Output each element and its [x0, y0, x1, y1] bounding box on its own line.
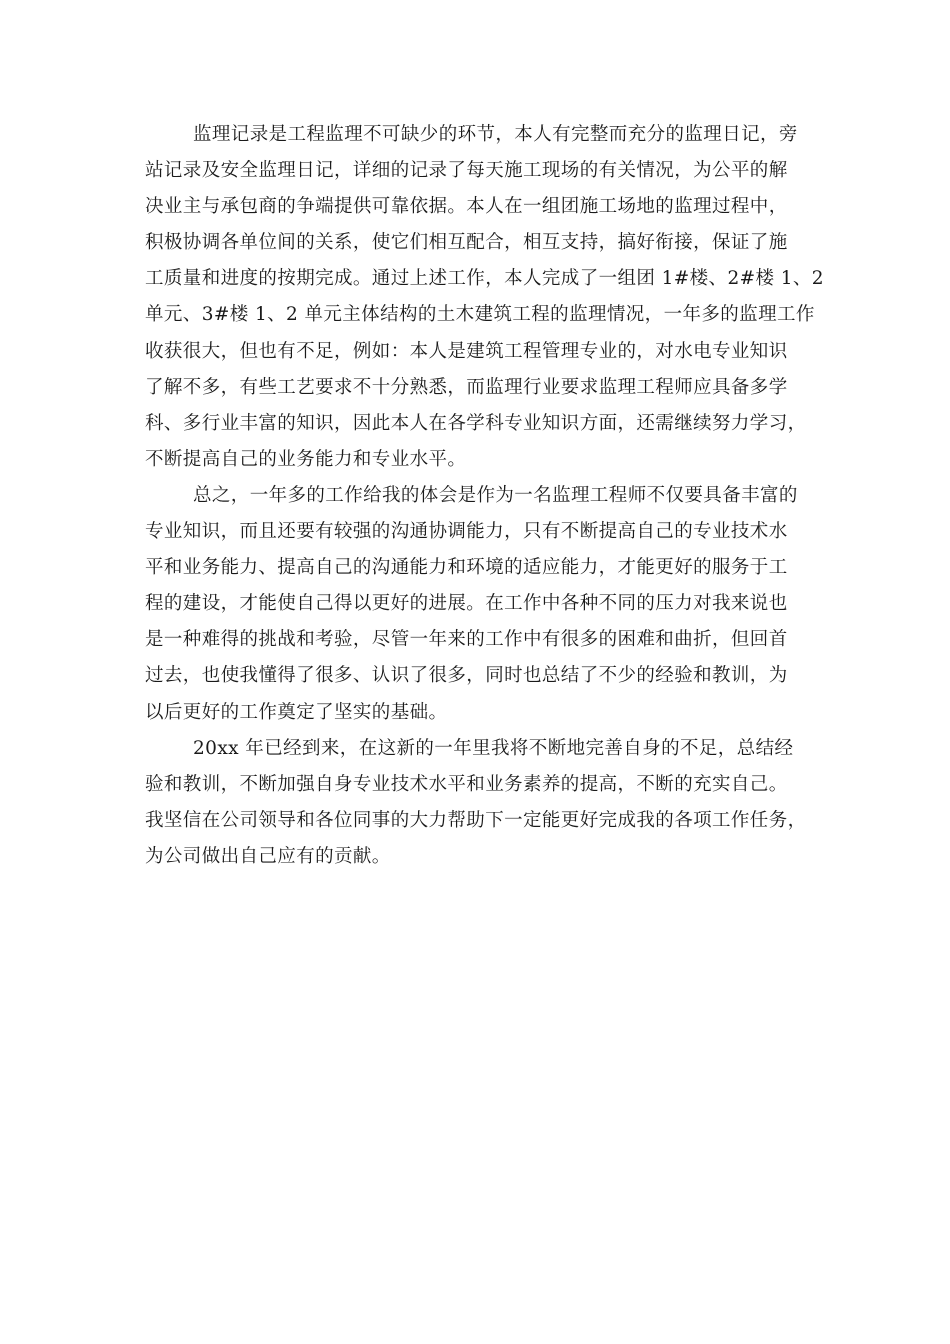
paragraph-supervision-records — [145, 117, 824, 478]
paragraph-summary — [145, 478, 805, 731]
paragraph-line: 不断提高自己的业务能力和专业水平。 — [145, 448, 467, 470]
paragraph-line: 以后更好的工作奠定了坚实的基础。 — [145, 701, 448, 723]
paragraph-line: 监理记录是工程监理不可缺少的环节，本人有完整而充分的监理日记，旁 — [193, 124, 798, 145]
paragraph-line: 是一种难得的挑战和考验，尽管一年来的工作中有很多的困难和曲折，但回首 — [145, 629, 788, 651]
paragraph-line: 工质量和进度的按期完成。通过上述工作，本人完成了一组团 1#楼、2#楼 1、2 — [145, 268, 824, 290]
paragraph-line: 积极协调各单位间的关系，使它们相互配合，相互支持，搞好衔接，保证了施 — [145, 232, 788, 254]
paragraph-line: 平和业务能力、提高自己的沟通能力和环境的适应能力，才能更好的服务于工 — [145, 557, 788, 579]
paragraph-line: 过去，也使我懂得了很多、认识了很多，同时也总结了不少的经验和教训，为 — [145, 665, 788, 687]
paragraph-line: 专业知识，而且还要有较强的沟通协调能力，只有不断提高自己的专业技术水 — [145, 521, 788, 543]
paragraph-line: 收获很大，但也有不足，例如：本人是建筑工程管理专业的，对水电专业知识 — [145, 340, 788, 362]
paragraph-line: 单元、3#楼 1、2 单元主体结构的土木建筑工程的监理情况，一年多的监理工作 — [145, 304, 815, 326]
paragraph-line: 科、多行业丰富的知识，因此本人在各学科专业知识方面，还需继续努力学习， — [145, 412, 807, 434]
paragraph-line: 站记录及安全监理日记，详细的记录了每天施工现场的有关情况，为公平的解 — [145, 160, 788, 182]
paragraph-line: 验和教训，不断加强自身专业技术水平和业务素养的提高，不断的充实自己。 — [145, 773, 788, 795]
paragraph-line: 程的建设，才能使自己得以更好的进展。在工作中各种不同的压力对我来说也 — [145, 593, 788, 615]
paragraph-line: 20xx 年已经到来，在这新的一年里我将不断地完善自身的不足，总结经 — [193, 737, 794, 759]
paragraph-line: 总之，一年多的工作给我的体会是作为一名监理工程师不仅要具备丰富的 — [193, 484, 798, 506]
document-body — [145, 117, 824, 875]
paragraph-new-year — [145, 731, 805, 875]
paragraph-line: 了解不多，有些工艺要求不十分熟悉，而监理行业要求监理工程师应具备多学 — [145, 376, 788, 398]
paragraph-line: 决业主与承包商的争端提供可靠依据。本人在一组团施工场地的监理过程中， — [145, 196, 788, 218]
paragraph-line: 为公司做出自己应有的贡献。 — [145, 845, 391, 867]
paragraph-line: 我坚信在公司领导和各位同事的大力帮助下一定能更好完成我的各项工作任务， — [145, 809, 807, 831]
